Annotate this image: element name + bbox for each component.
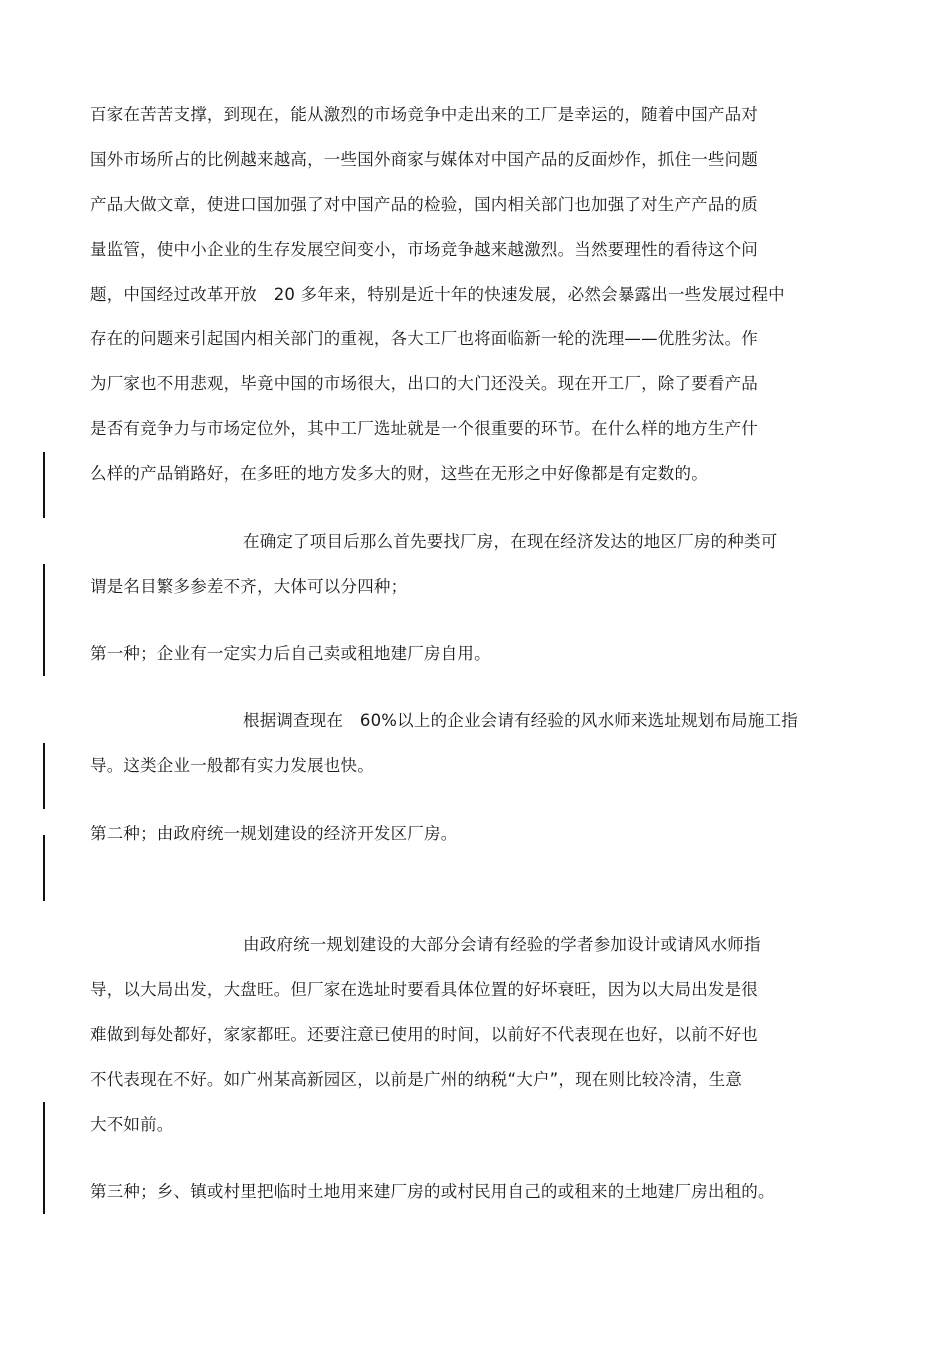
paragraph-line: 是否有竞争力与市场定位外，其中工厂选址就是一个很重要的环节。在什么样的地方生产什 xyxy=(90,419,758,438)
paragraph-line: 由政府统一规划建设的大部分会请有经验的学者参加设计或请风水师指 xyxy=(243,935,761,954)
paragraph-line: 么样的产品销路好，在多旺的地方发多大的财，这些在无形之中好像都是有定数的。 xyxy=(90,464,708,483)
paragraph-line: 导。这类企业一般都有实力发展也快。 xyxy=(90,756,374,775)
paragraph-line: 国外市场所占的比例越来越高，一些国外商家与媒体对中国产品的反面炒作，抓住一些问题 xyxy=(90,150,758,169)
paragraph-line: 根据调查现在 60%以上的企业会请有经验的风水师来选址规划布局施工指 xyxy=(243,711,798,730)
paragraph-line: 存在的问题来引起国内相关部门的重视，各大工厂也将面临新一轮的洗理——优胜劣汰。作 xyxy=(90,329,758,348)
paragraph-line: 百家在苦苦支撑，到现在，能从激烈的市场竞争中走出来的工厂是幸运的，随着中国产品对 xyxy=(90,105,758,124)
paragraph-line: 难做到每处都好，家家都旺。还要注意已使用的时间，以前好不代表现在也好，以前不好也 xyxy=(90,1025,758,1044)
factory-type-2: 第二种；由政府统一规划建设的经济开发区厂房。 xyxy=(90,824,458,843)
paragraph-line: 不代表现在不好。如广州某高新园区，以前是广州的纳税“大户”，现在则比较冷清，生意 xyxy=(90,1070,743,1089)
change-bar xyxy=(43,452,45,518)
paragraph-line: 产品大做文章，使进口国加强了对中国产品的检验，国内相关部门也加强了对生产产品的质 xyxy=(90,195,758,214)
paragraph-line: 为厂家也不用悲观，毕竟中国的市场很大，出口的大门还没关。现在开工厂，除了要看产品 xyxy=(90,374,758,393)
factory-type-3: 第三种；乡、镇或村里把临时土地用来建厂房的或村民用自己的或租来的土地建厂房出租的。 xyxy=(90,1182,775,1201)
factory-type-1: 第一种；企业有一定实力后自己卖或租地建厂房自用。 xyxy=(90,644,491,663)
paragraph-line: 谓是名目繁多参差不齐，大体可以分四种； xyxy=(90,577,408,596)
paragraph-line: 大不如前。 xyxy=(90,1115,174,1134)
paragraph-line: 量监管，使中小企业的生存发展空间变小，市场竞争越来越激烈。当然要理性的看待这个问 xyxy=(90,240,758,259)
paragraph-line: 导，以大局出发，大盘旺。但厂家在选址时要看具体位置的好坏衰旺，因为以大局出发是很 xyxy=(90,980,758,999)
paragraph-line: 在确定了项目后那么首先要找厂房，在现在经济发达的地区厂房的种类可 xyxy=(243,532,778,551)
change-bar xyxy=(43,1102,45,1214)
change-bar xyxy=(43,743,45,809)
paragraph-line: 题，中国经过改革开放 20 多年来，特别是近十年的快速发展，必然会暴露出一些发展过程中 xyxy=(90,285,785,304)
change-bar xyxy=(43,835,45,901)
change-bar xyxy=(43,564,45,676)
